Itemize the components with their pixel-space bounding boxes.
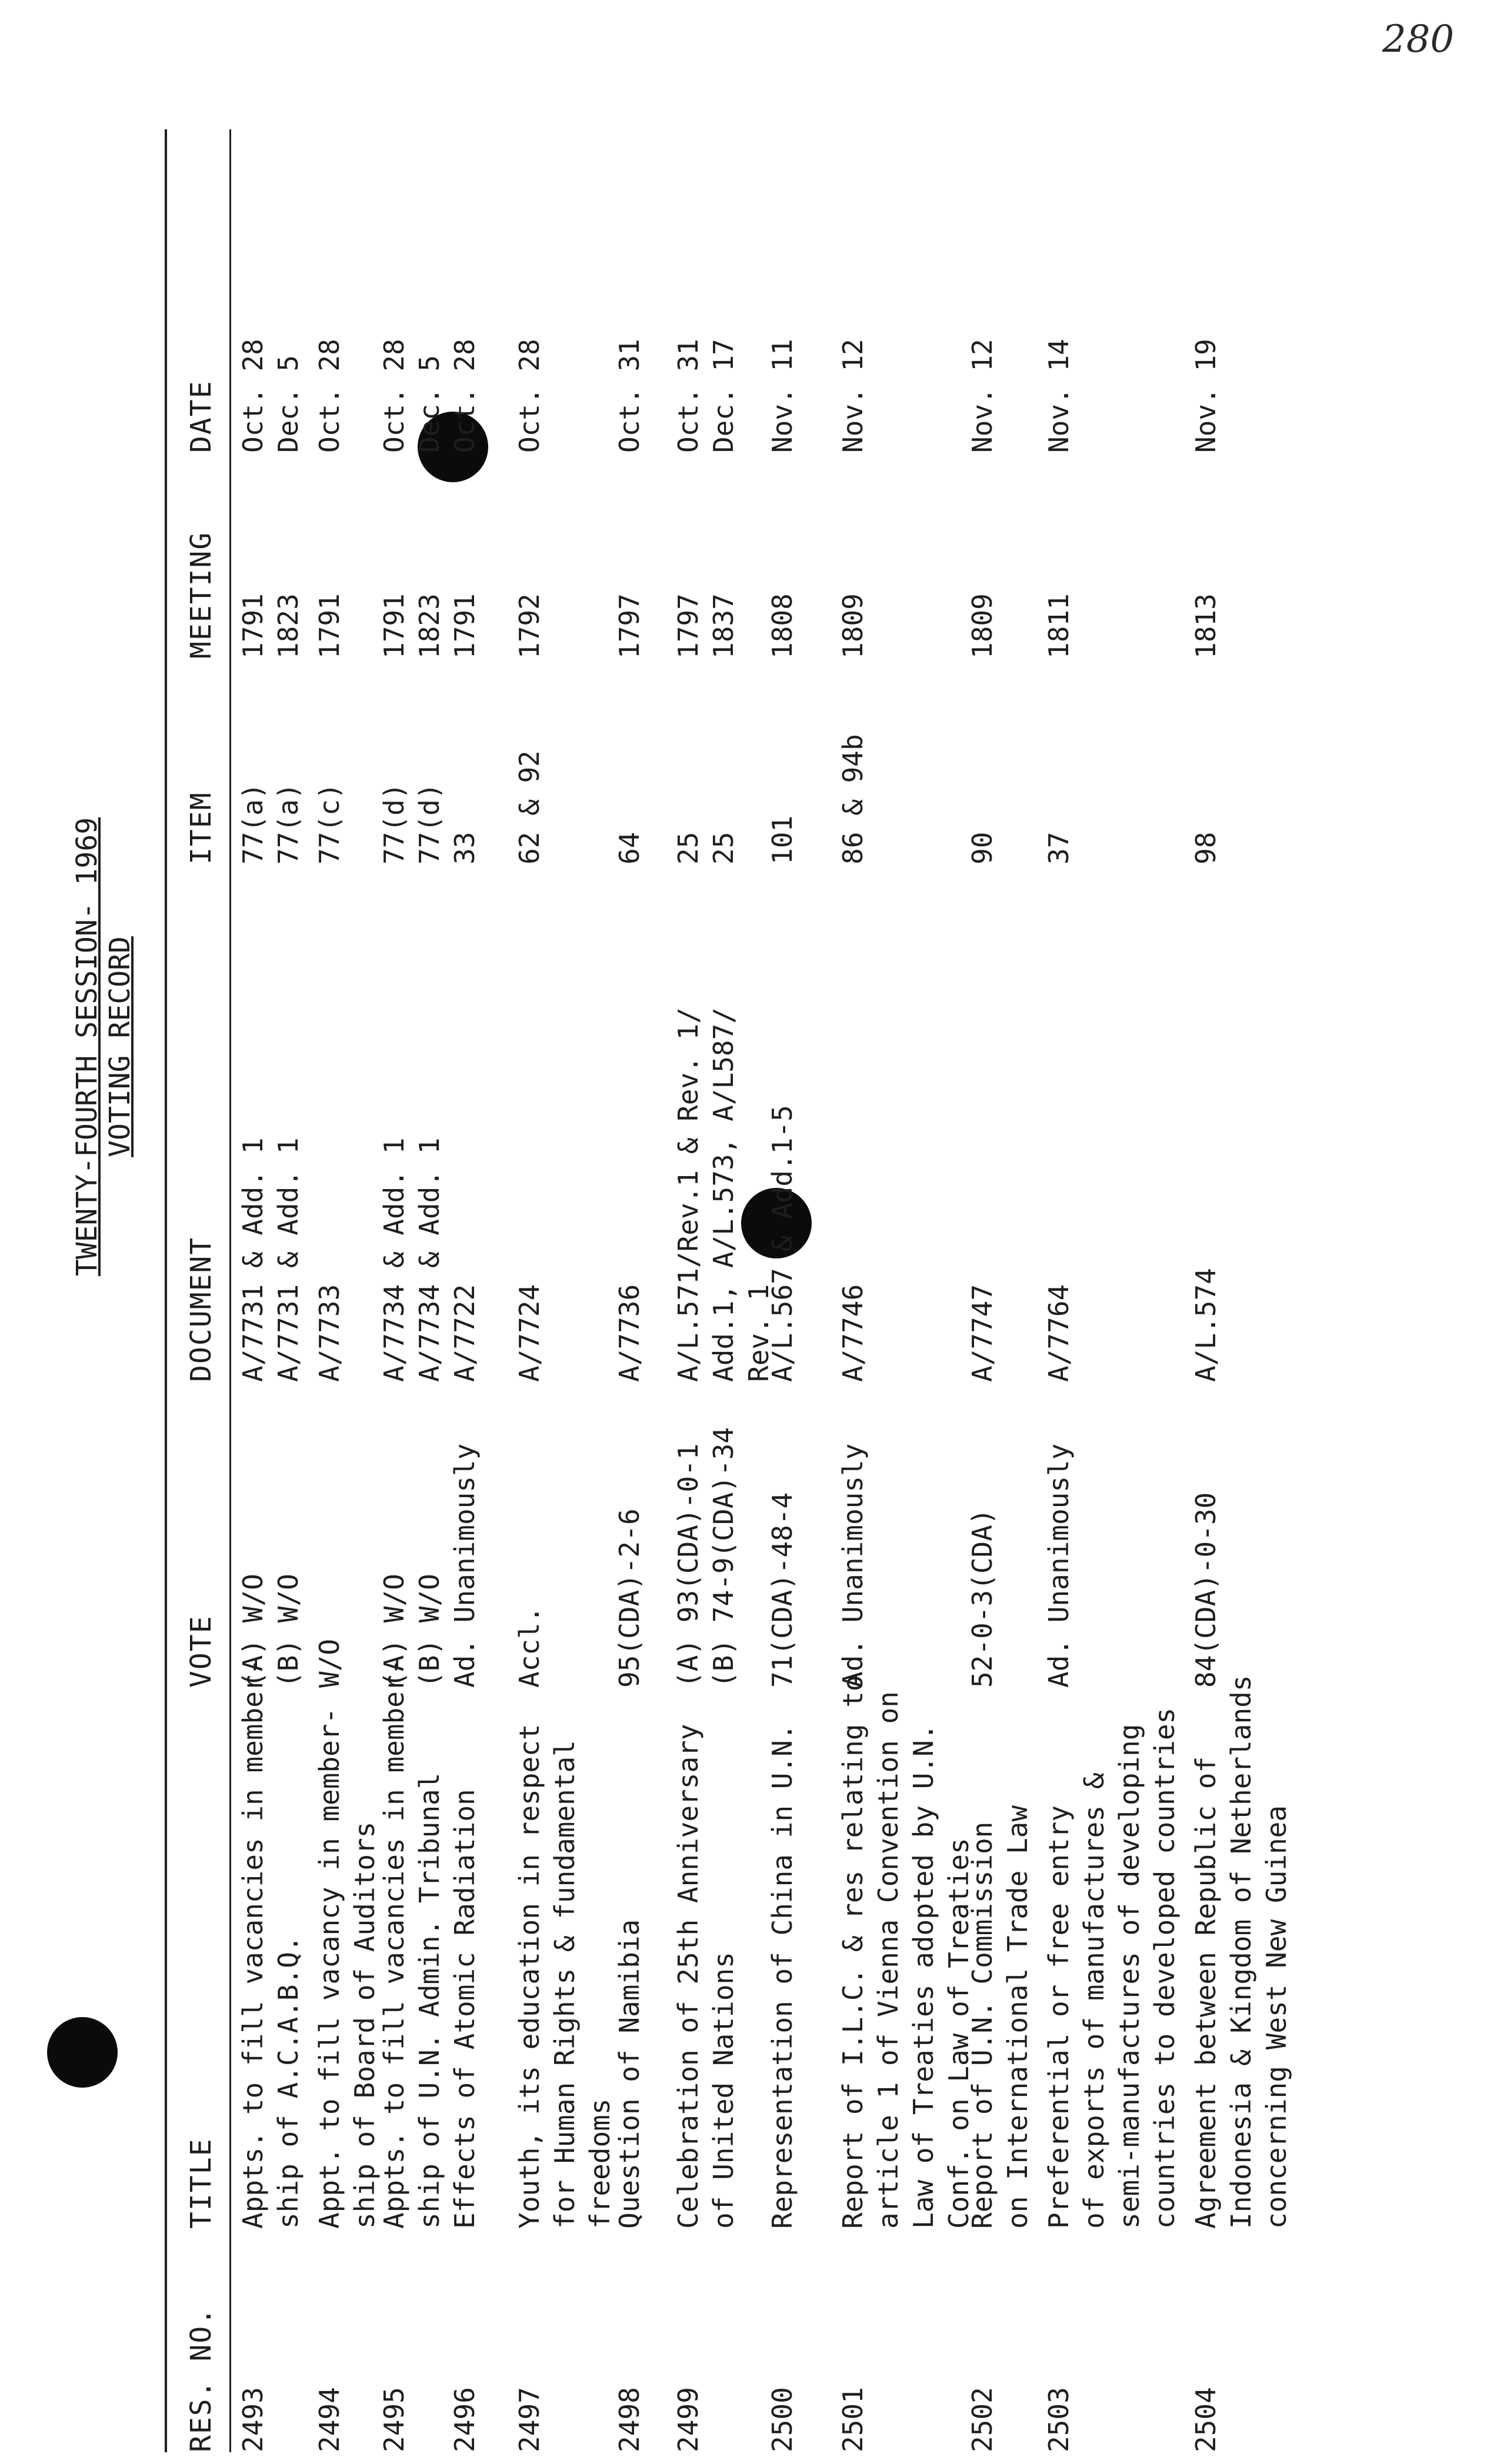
col-vote-cell: Ad. Unanimously [449, 1443, 481, 1688]
col-res-no-cell: 2500 [766, 2387, 798, 2452]
col-date-cell: Nov. 12 [966, 339, 998, 453]
col-date-cell: Oct. 28 [314, 339, 345, 453]
col-title-cell: Representation of China in U.N. [766, 1724, 798, 2229]
col-title-cell: Question of Namibia [613, 1919, 645, 2229]
col-date-cell: Nov. 19 [1190, 339, 1222, 453]
col-res-no-cell: 2497 [513, 2387, 545, 2452]
col-title-cell: Effects of Atomic Radiation [449, 1789, 481, 2229]
col-meeting-cell: 1809 [966, 593, 998, 659]
col-meeting-cell: 1813 [1190, 593, 1222, 659]
col-res-no-cell: 2502 [966, 2387, 998, 2452]
col-title-cell: Celebration of 25th Anniversary of United Nations [672, 1724, 739, 2229]
col-vote-cell: 52-0-3(CDA) [966, 1508, 998, 1688]
col-vote-cell: 95(CDA)-2-6 [613, 1508, 645, 1688]
document-heading [71, 806, 136, 1288]
col-item-cell: 64 [613, 832, 645, 864]
col-document-cell: A/7736 [613, 1284, 645, 1382]
col-meeting-cell: 1791 [449, 593, 481, 659]
col-item-cell: 33 [449, 832, 481, 864]
col-date-cell: Nov. 14 [1043, 339, 1075, 453]
col-title-header: TITLE [185, 2138, 218, 2229]
col-item-cell: 77(d) 77(d) [378, 783, 445, 864]
col-title-cell: Preferential or free entry of exports of manufactures & semi-manufactures of developing countries to developed countries [1043, 1707, 1180, 2229]
col-document-cell: A/7734 & Add. 1 A/7734 & Add. 1 [378, 1137, 445, 1382]
col-meeting-cell: 1791 1823 [237, 593, 304, 659]
punch-hole-bottom [47, 2017, 118, 2088]
col-date-cell: Oct. 31 Dec. 17 [672, 339, 739, 453]
col-date-cell: Oct. 28 Dec. 5 [378, 339, 445, 453]
col-res-no-cell: 2499 [672, 2387, 704, 2452]
col-res-no-cell: 2495 [378, 2387, 410, 2452]
col-item-cell: 86 & 94b [837, 734, 869, 864]
col-document-cell: A/7746 [837, 1284, 869, 1382]
col-res-no-cell: 2504 [1190, 2387, 1222, 2452]
col-meeting-cell: 1809 [837, 593, 869, 659]
col-date-cell: Nov. 11 [766, 339, 798, 453]
col-res-no-cell: 2494 [314, 2387, 345, 2452]
col-res-no-cell: 2503 [1043, 2387, 1075, 2452]
header-rule-bottom [229, 129, 231, 2452]
col-vote-cell: (A) W/O (B) W/O [237, 1574, 304, 1688]
col-meeting-cell: 1797 [613, 593, 645, 659]
col-item-cell: 25 25 [672, 832, 739, 864]
col-date-cell: Oct. 28 Dec. 5 [237, 339, 304, 453]
col-meeting-cell: 1791 [314, 593, 345, 659]
rotated-table [71, 112, 1494, 2464]
heading-line1: TWENTY-FOURTH SESSION- 1969 [71, 817, 104, 1277]
col-item-cell: 77(c) [314, 783, 345, 864]
col-vote-cell: Ad. Unanimously [837, 1443, 869, 1688]
col-item-header: ITEM [185, 792, 218, 864]
col-meeting-cell: 1797 1837 [672, 593, 739, 659]
col-document-cell: A/L.574 [1190, 1268, 1222, 1382]
col-document-cell: A/7747 [966, 1284, 998, 1382]
col-meeting-header: MEETING [185, 531, 218, 659]
col-date-cell: Nov. 12 [837, 339, 869, 453]
col-title-cell: Agreement between Republic of Indonesia & Kingdom of Netherlands concerning West New Guinea [1190, 1675, 1292, 2229]
col-res-no-cell: 2496 [449, 2387, 481, 2452]
col-date-cell: Oct. 28 [449, 339, 481, 453]
col-title-cell: Youth, its education in respect for Human Rights & fundamental freedoms [513, 1724, 616, 2229]
col-vote-cell: W/O [314, 1638, 345, 1688]
col-document-cell: A/7724 [513, 1284, 545, 1382]
col-vote-cell: Accl. [513, 1606, 545, 1688]
col-meeting-cell: 1792 [513, 593, 545, 659]
col-date-header: DATE [185, 380, 218, 453]
col-title-cell: Appts. to fill vacancies in member- ship of A.C.A.B.Q. [237, 1658, 304, 2229]
col-document-header: DOCUMENT [185, 1236, 218, 1382]
col-res-no-cell: 2498 [613, 2387, 645, 2452]
col-meeting-cell: 1791 1823 [378, 593, 445, 659]
col-date-cell: Oct. 28 [513, 339, 545, 453]
col-item-cell: 77(a) 77(a) [237, 783, 304, 864]
col-document-cell: A/7764 [1043, 1284, 1075, 1382]
col-vote-cell: 71(CDA)-48-4 [766, 1492, 798, 1688]
col-title-cell: Report of U.N. Commission on International Trade Law [966, 1805, 1033, 2229]
col-vote-cell: (A) W/O (B) W/O [378, 1574, 445, 1688]
col-res-no-header: RES. NO. [185, 2306, 218, 2452]
col-item-cell: 101 [766, 815, 798, 864]
col-document-cell: A/7733 [314, 1284, 345, 1382]
col-meeting-cell: 1811 [1043, 593, 1075, 659]
col-item-cell: 98 [1190, 832, 1222, 864]
col-vote-cell: (A) 93(CDA)-0-1 (B) 74-9(CDA)-34 [672, 1427, 739, 1688]
header-rule-top [165, 129, 167, 2452]
col-document-cell: A/7722 [449, 1284, 481, 1382]
col-res-no-cell: 2493 [237, 2387, 269, 2452]
col-document-cell: A/L.567 & Add.1-5 [766, 1105, 798, 1382]
col-vote-cell: 84(CDA)-0-30 [1190, 1492, 1222, 1688]
col-item-cell: 90 [966, 832, 998, 864]
col-meeting-cell: 1808 [766, 593, 798, 659]
col-title-cell: Appts. to fill vacancies in member- ship of U.N. Admin. Tribunal [378, 1658, 445, 2229]
col-title-cell: Report of I.L.C. & res relating to article 1 of Vienna Convention on Law of Treaties adopted by U.N. Conf. on Law of Treaties [837, 1675, 975, 2229]
heading-line2: VOTING RECORD [104, 936, 136, 1157]
col-item-cell: 37 [1043, 832, 1075, 864]
page-number: 280 [1382, 18, 1455, 61]
col-item-cell: 62 & 92 [513, 750, 545, 864]
col-document-cell: A/L.571/Rev.1 & Rev. 1/ Add.1, A/L.573, A/L587/ Rev. 1 [672, 1007, 775, 1382]
col-vote-cell: Ad. Unanimously [1043, 1443, 1075, 1688]
col-title-cell: Appt. to fill vacancy in member- ship of Board of Auditors [314, 1707, 381, 2229]
col-res-no-cell: 2501 [837, 2387, 869, 2452]
col-vote-header: VOTE [185, 1615, 218, 1688]
col-date-cell: Oct. 31 [613, 339, 645, 453]
col-document-cell: A/7731 & Add. 1 A/7731 & Add. 1 [237, 1137, 304, 1382]
